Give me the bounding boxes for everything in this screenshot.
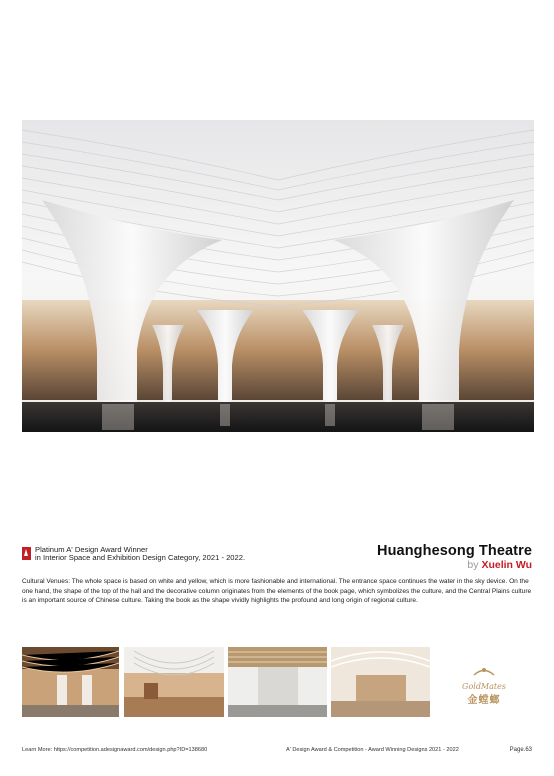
theatre-lobby-render xyxy=(22,120,534,432)
award-text xyxy=(35,546,245,563)
designer-line xyxy=(377,559,532,571)
thumbnail-1 xyxy=(22,647,119,717)
by-prefix: by xyxy=(467,559,479,571)
brand-name-chinese: 金螳螂 xyxy=(467,695,501,706)
project-description: Cultural Venues: The whole space is based on white and yellow, which is more fashionable and international. The entrance space continues the water in the sky device. On the one hand, the shape of the top of the hall and the decorative column originates from the elements of the book page, which symbolizes the culture, and the Central Plains culture is an important source of Chinese culture. Taking the book as the shape vividly highlights the profound and long origin of regional culture. xyxy=(22,578,532,605)
hero-image xyxy=(22,120,534,432)
award-badge xyxy=(22,546,245,564)
mantis-logo-icon xyxy=(473,666,495,676)
learn-more-link[interactable]: Learn More: https://competition.adesignaward.com/design.php?ID=138680 xyxy=(22,747,208,753)
competition-footer: A' Design Award & Competition - Award Winning Designs 2021 - 2022 xyxy=(286,747,459,753)
award-line-1: Platinum A' Design Award Winner xyxy=(35,545,148,554)
designer-name: Xuelin Wu xyxy=(481,559,532,571)
thumbnail-4 xyxy=(331,647,430,717)
award-line-2: in Interior Space and Exhibition Design Category, 2021 - 2022. xyxy=(35,553,246,563)
page-number: Page.63 xyxy=(509,747,532,753)
brand-logo xyxy=(454,663,514,706)
a-design-award-logo-icon xyxy=(22,547,31,560)
thumbnail-3 xyxy=(228,647,327,717)
brand-name-latin: GoldMates xyxy=(462,682,506,691)
title-block xyxy=(377,543,532,571)
thumbnail-2 xyxy=(124,647,224,717)
project-title: Huanghesong Theatre xyxy=(377,543,532,559)
